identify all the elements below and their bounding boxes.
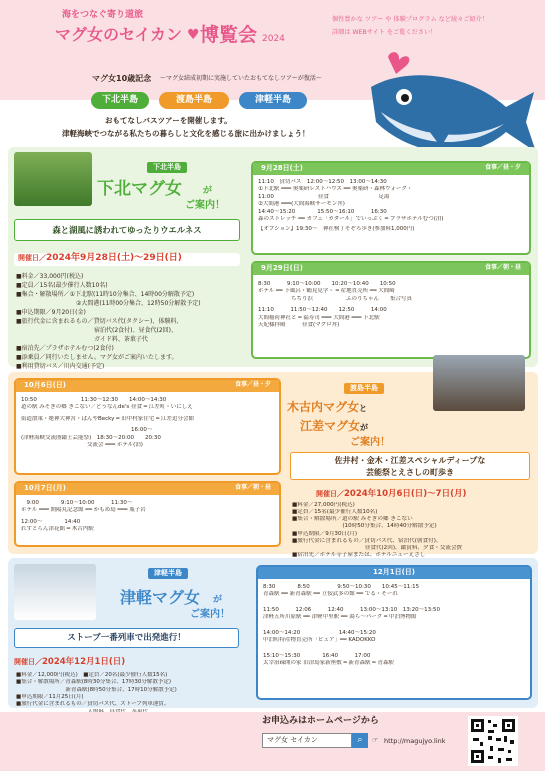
detail-line: ■定員／15名(最少催行人数10名) <box>16 282 108 289</box>
guide-esashi: 江差マグ女 <box>300 419 361 433</box>
detail-line: ■料金／12,000円(税込) ■定員／20名(最少催行人数15名) <box>16 672 168 678</box>
schedule-row: 8:30 8:50 9:50～10:30 10:45～11:15 <box>263 584 420 590</box>
detail-line: ■申込期限／9月30日(月) <box>292 530 358 537</box>
area-pill-oshima: 渡島半島 <box>159 92 229 109</box>
shimokita-day2-schedule <box>251 261 531 359</box>
day1-meals: 食事／昼・夕 <box>234 381 271 388</box>
schedule-row: 11:50 12:06 12:40 13:00～13:10 13:20～13:50 <box>263 606 440 613</box>
guide-to: と <box>359 403 368 413</box>
detail-line: ■利用貸切バス／川内交通(予定) <box>16 363 105 370</box>
oshima-date-label: 開催日／ <box>316 490 344 498</box>
detail-line: ■旅行代金に含まれるもの／貸切バス代、宿泊代(朝食付)、 <box>292 537 442 544</box>
pointer-icon: ☞ <box>372 736 379 744</box>
day2-title: 10月7日(月) <box>24 484 67 492</box>
schedule-row: 11:10 11:50～12:40 12:50 14:00 <box>258 307 387 314</box>
schedule-row: 青森駅 ━━ 新青森駅 ━━ 立佞武多の館 ━━ でる・そーれ <box>263 591 398 598</box>
notice-line-2: 詳細は WEBサイト をご覧ください！ <box>332 29 437 36</box>
shimokita-guide-name: 下北マグ女 <box>97 179 182 199</box>
detail-line: ■集合・解散場所／青森駅(8時30分集合、17時30分解散予定) <box>16 679 171 686</box>
guide-kikonai: 木古内マグ女 <box>287 400 360 414</box>
oshima-guide-annai: ご案内！ <box>350 437 390 448</box>
day2-title: 9月29日(日) <box>261 264 304 272</box>
detail-line: ■料金／27,000円(税込) <box>292 502 355 508</box>
schedule-row: ②大間港 ━━━(大間海峡サーモン丼) <box>258 201 345 208</box>
oshima-guide-name-1 <box>287 400 367 416</box>
intro-lead-2: 津軽海峡でつながる私たちの暮らしと文化を感じる旅に出かけましょう！ <box>62 129 310 138</box>
detail-line: ■申込期限／9月20日(金) <box>16 309 86 316</box>
schedule-row: 14:40～15:20 15:50～16:10 16:30 <box>258 208 387 215</box>
day2-meals: 食事／朝・昼 <box>234 484 271 491</box>
detail-line: (10時50分集合、14時40分解散予定) <box>292 523 437 530</box>
oshima-day2-schedule <box>14 481 281 547</box>
schedule-row: 太宰治疎開の家 旧津島家新座敷 ━ 新青森駅 ━ 青森駅 <box>263 659 394 666</box>
detail-line: ■旅行代金に含まれるもの／貸切バス代(タクシー)、体験料、 <box>16 318 183 325</box>
schedule-row: 16:00～ <box>21 427 153 434</box>
detail-line: ■旅行代金に含まれるもの／貸切バス代、ストーブ列車運賃、 <box>16 701 170 708</box>
schedule-row: れすとらん津花館 ━ 木古内駅 <box>21 526 94 533</box>
tsugaru-guide-annai: ご案内！ <box>190 609 230 620</box>
schedule-row: 津軽五所川原駅 ━━ 津軽中里駅 ━━ 湯ら～パーク ━ 中泊博物館 <box>263 614 417 621</box>
detail-line: ■宿泊先／プラザホテルむつ(2食付) <box>16 345 114 352</box>
schedule-row: 森のストレッチ ━━ カフェ「カダール」でいっぷく ━ プラザホテルむつ(泊) <box>258 216 444 223</box>
schedule-row: ホテル ━━━ 開陽丸記念館 ━━ かもめ島 ━━━ 瓶子岩 <box>21 507 146 514</box>
qr-code-icon[interactable] <box>468 716 518 766</box>
shimokita-guide-ga: が <box>203 186 213 196</box>
detail-line: ②大間港(11時00分集合、12時50分解散予定) <box>16 300 201 307</box>
schedule-row: 9:00 9:10～10:00 11:30～ <box>21 500 133 506</box>
schedule-row: 天妃様拝殿 昼食(マグロ丼) <box>258 322 340 329</box>
oshima-photo <box>433 355 525 411</box>
schedule-row: 12:00～ 14:40 <box>21 518 81 525</box>
schedule-row: 8:30 9:10～10:00 10:20～10:40 10:50 <box>258 281 396 287</box>
tsugaru-area-tag: 津軽半島 <box>148 568 188 579</box>
schedule-option: 【オプション】19:30～ 神社検丁そぞろ歩き(参加料1,000円) <box>258 225 415 232</box>
schedule-row: 14:00～14:20 14:40～15:20 <box>263 629 376 636</box>
tagline: 海をつなぐ寄り道旅 <box>62 10 144 20</box>
oshima-catch <box>290 452 530 480</box>
intro-sub: ～マグ女結成初期に実施していたおもてなしツアーが復活～ <box>160 75 322 82</box>
shimokita-guide-annai: ご案内！ <box>185 200 225 211</box>
detail-line: ■添乗員／同行いたしません。マグ女がご案内いたします。 <box>16 354 178 361</box>
schedule-row: ホテル ━━ 下風呂・鶴見見学・ ━ 産地直売所 ━━ 大間崎 <box>258 288 395 295</box>
title-year: 2024 <box>262 34 285 44</box>
schedule-row: 交流会 ━━━ ホテル(泊) <box>21 442 143 449</box>
catch-line-1: 佐井村・金木・江差スペシャルディープな <box>334 456 486 465</box>
shimokita-date-label: 開催日／ <box>18 254 46 262</box>
oshima-day1-schedule <box>14 378 281 475</box>
detail-line: 宿泊代(2食付)、昼食代(2回)、 <box>16 327 177 334</box>
search-icon[interactable]: ⌕ <box>352 733 368 748</box>
oshima-date-box <box>316 489 466 500</box>
intro-headline: マグ女10歳記念 <box>92 74 152 83</box>
tsugaru-guide-ga: が <box>213 595 223 605</box>
oshima-area-tag: 渡島半島 <box>344 383 384 394</box>
schedule-row: 街道散策・姥神大神宮・ぱんやBecky ━ 旧中村家住宅 ━ 江差追分会館 <box>21 415 195 422</box>
detail-line: ■集合・解散場所／①下北駅(11時10分集合、14時00分解散予定) <box>16 291 195 298</box>
tsugaru-date: 2024年12月1日(日) <box>42 657 126 667</box>
title-main: マグ女のセイカン <box>55 25 183 44</box>
catch-line-2: 芸能祭とえさしの町歩き <box>366 468 454 477</box>
title-expo: 博覧会 <box>200 24 258 46</box>
day1-title: 10月6日(日) <box>24 381 67 389</box>
schedule-row: 11:00 昼食 足湯 <box>258 193 390 200</box>
detail-line: 新青森駅(8時50分集合、17時10分解散予定) <box>16 686 177 693</box>
tsugaru-guide-name: 津軽マグ女 <box>120 588 201 607</box>
apply-url[interactable]: http://magujyo.link <box>384 737 446 745</box>
intro-lead-1: おもてなしバスツアーを開催します。 <box>105 116 232 125</box>
day1-title: 12月1日(日) <box>372 568 415 576</box>
schedule-row: 道の駅 みそぎの郷 きこない／どうなんde's 昼食 ━ 江差町・いにしえ <box>21 404 193 411</box>
apply-title: お申込みはホームページから <box>262 716 379 726</box>
guide-ga: が <box>360 422 369 432</box>
shimokita-area-tag: 下北半島 <box>147 162 187 173</box>
area-pill-shimokita: 下北半島 <box>91 92 149 109</box>
day2-meals: 食事／朝・昼 <box>484 264 521 271</box>
schedule-row: 15:10～15:30 16:40 17:00 <box>263 652 371 659</box>
tsugaru-catch: ストーブ一番列車で出発進行！ <box>14 628 239 648</box>
shimokita-catch: 森と湖風に誘われてゆったりウエルネス <box>14 219 240 241</box>
detail-line: ■申込期限／11月25日(月) <box>16 693 84 700</box>
area-pill-tsugaru: 津軽半島 <box>239 92 307 109</box>
schedule-row: 11:10 貸切バス 12:00～12:50 13:00～14:30 <box>258 179 387 185</box>
detail-line: ■宿泊先／ホテル寺子屋または、ホテルニューえさし <box>292 552 426 559</box>
tsugaru-date-box <box>14 657 125 668</box>
schedule-row: ①下北駅 ━━━ 奥薬研レストハウス ━━ 奥薬研・森林ウォーク・ <box>258 186 413 193</box>
schedule-row: 10:50 11:30～12:30 14:00～14:30 <box>21 397 167 403</box>
day1-title: 9月28日(土) <box>261 164 304 172</box>
detail-line: ■集合・解散場所／道の駅 みそぎの郷 きこない <box>292 516 413 523</box>
notice-line-1: 個性豊かな ツアー や 体験プログラム など続々ご紹介！ <box>332 16 489 23</box>
schedule-row: ちぢり浜 ふのりちゃん 集合写真 <box>258 295 413 302</box>
oshima-details <box>292 502 532 566</box>
shimokita-date-box <box>14 253 240 266</box>
schedule-row: (津軽海峡交流圏鑑士芸能祭) 18:30～20:00 20:30 <box>21 434 161 441</box>
detail-line: ■料金／33,000円(税込) <box>16 273 84 280</box>
tsugaru-day1-schedule <box>256 565 532 700</box>
heart-icon: ♥ <box>187 27 200 43</box>
shimokita-day1-schedule <box>251 161 531 255</box>
search-box[interactable]: マグ女 セイカン <box>262 733 352 748</box>
schedule-row: 中泊町特産物直売所「ピュア」━━ KADOKKO <box>263 637 376 644</box>
shimokita-details <box>16 272 246 371</box>
shimokita-date: 2024年9月28日(土)～29日(日) <box>46 253 182 263</box>
schedule-row: 大間稲荷神社と ━ 福寿司 ━━━ 大間港 ━━━ 下北駅 <box>258 314 380 321</box>
detail-line: ■定員／15名(最少催行人数10名) <box>292 509 378 516</box>
tsugaru-photo <box>14 564 96 620</box>
shimokita-photo <box>14 152 92 206</box>
detail-line: ガイド料、茶菓子代 <box>16 336 148 343</box>
tsugaru-date-label: 開催日／ <box>14 658 42 666</box>
day1-meals: 食事／昼・夕 <box>484 164 521 171</box>
oshima-guide-name-2 <box>300 419 368 435</box>
detail-line: 昼食代(2回)、鑑賞料、夕食・交流会費 <box>292 544 463 551</box>
oshima-date: 2024年10月6日(日)～7日(月) <box>344 489 467 499</box>
